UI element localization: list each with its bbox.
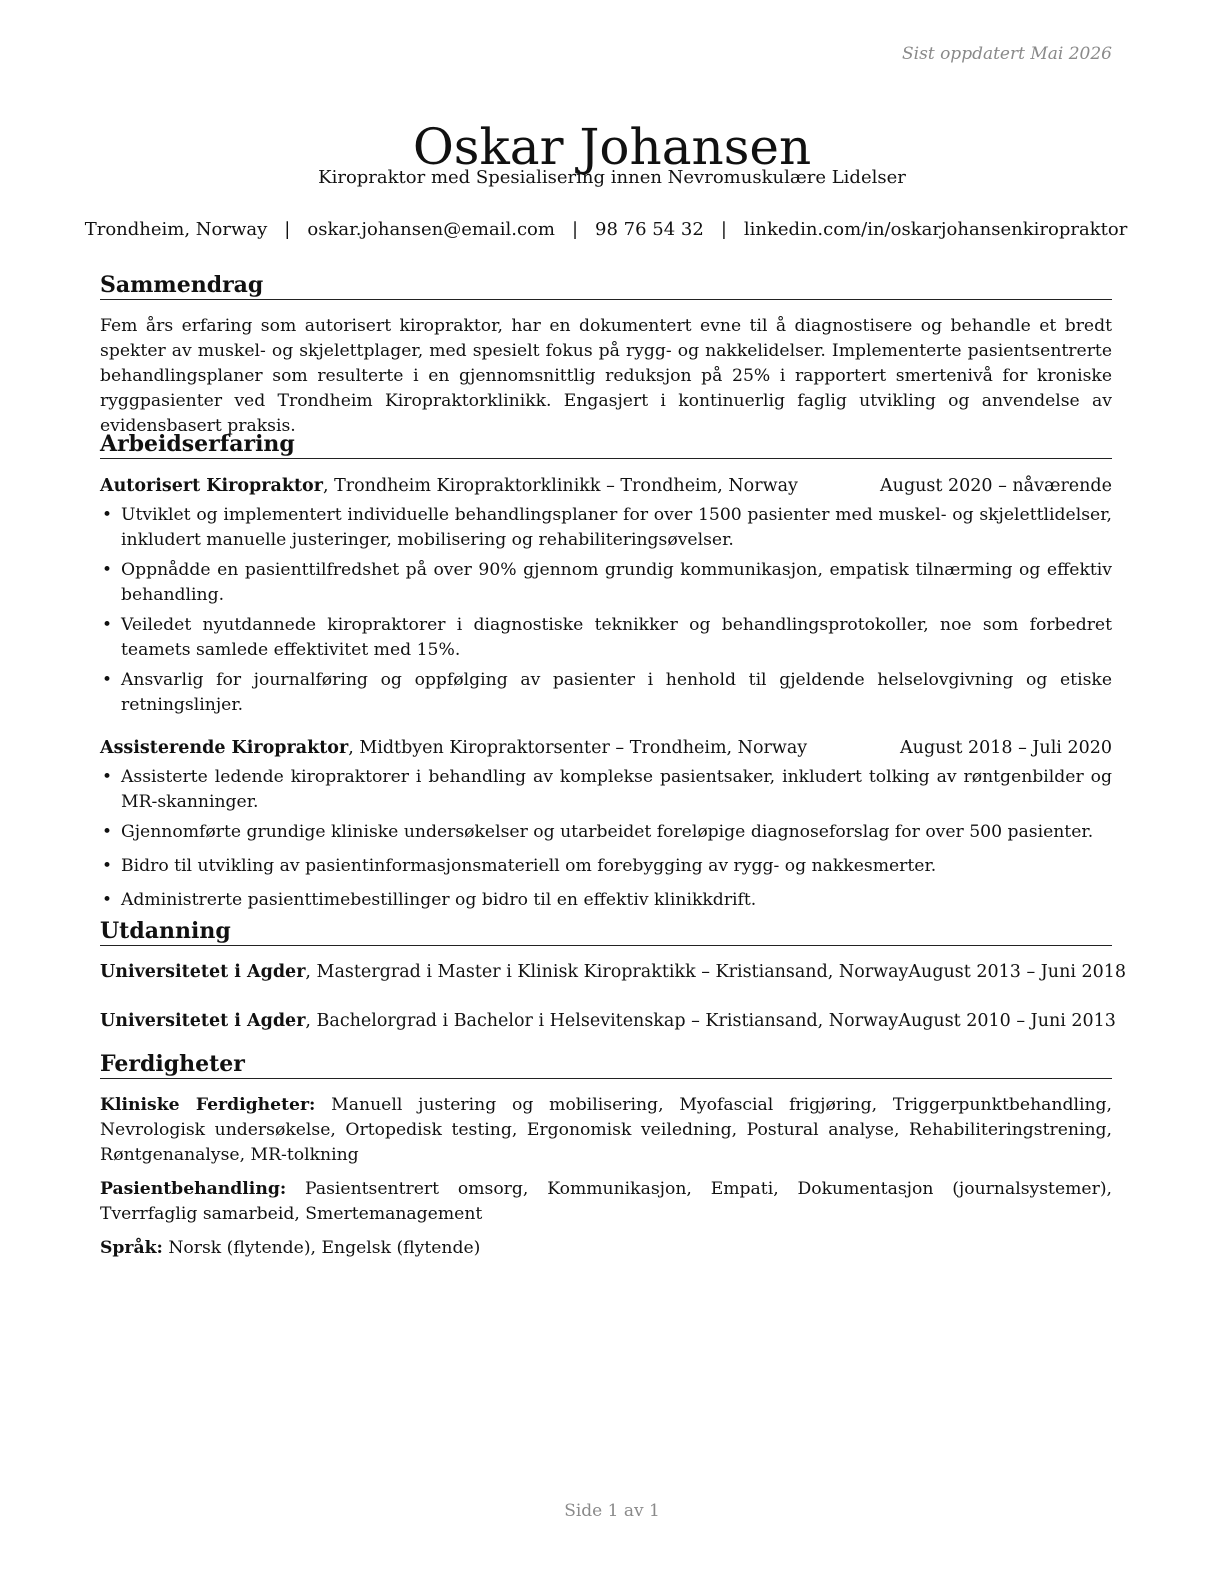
education-school: Universitetet i Agder — [100, 962, 306, 982]
education-entry — [100, 960, 1127, 985]
job-organization: , Midtbyen Kiropraktorsenter – Trondheim, Norway — [348, 738, 808, 758]
job-bullets — [100, 765, 1112, 913]
skill-label: Språk: — [100, 1238, 163, 1258]
contact-separator: | — [720, 219, 727, 240]
summary-text: Fem års erfaring som autorisert kiropraktor, har en dokumentert evne til å diagnostisere og behandle et bredt spekter av muskel- og skjelettplager, med spesielt fokus på rygg- og nakkelidelser. Implementerte pasientsentrerte behandlingsplaner som resulterte i en gjennomsnittlig reduksjon på 25% i rapportert smertenivå for kroniske ryggpasienter ved Trondheim Kiropraktorklinikk. Engasjert i kontinuerlig faglig utvikling og anvendelse av evidensbasert praksis. — [100, 316, 1112, 436]
job-role: Autorisert Kiropraktor — [100, 476, 323, 496]
bullet-item: • Assisterte ledende kiropraktorer i behandling av komplekse pasientsaker, inkludert tolking av røntgenbilder og MR-skanninger. — [100, 765, 1112, 815]
skill-group — [100, 1177, 1112, 1227]
summary-section — [100, 271, 1112, 439]
experience-heading: Arbeidserfaring — [100, 430, 1112, 459]
candidate-name: Oskar Johansen — [412, 117, 812, 176]
contact-separator: | — [571, 219, 579, 240]
skill-group — [100, 1093, 1112, 1168]
job-entry — [100, 736, 1112, 913]
job-organization: , Trondheim Kiropraktorklinikk – Trondheim, Norway — [322, 476, 798, 496]
job-dates: August 2018 – Juli 2020 — [900, 738, 1112, 758]
skill-list: Manuell justering og mobilisering, Myofascial frigjøring, Triggerpunktbehandling, Nevrologisk undersøkelse, Ortopedisk testing, Ergonomisk veiledning, Postural analyse, Rehabiliteringstrening, Røntgenanalyse, MR-tolkning — [100, 1095, 1112, 1165]
job-role: Assisterende Kiropraktor — [100, 738, 349, 758]
education-school: Universitetet i Agder — [100, 1011, 306, 1031]
bullet-item: • Administrerte pasienttimebestillinger og bidro til en effektiv klinikkdrift. — [100, 888, 1112, 913]
bullet-item: • Bidro til utvikling av pasientinformasjonsmateriell om forebygging av rygg- og nakkesmerter. — [100, 854, 1112, 879]
job-entry — [100, 474, 1112, 718]
bullet-item: • Oppnådde en pasienttilfredshet på over 90% gjennom grundig kommunikasjon, empatisk tilnærming og effektiv behandling. — [100, 558, 1112, 608]
skill-label: Pasientbehandling: — [100, 1179, 287, 1199]
job-header — [100, 474, 1112, 499]
education-title-line — [100, 1009, 898, 1034]
skill-group — [100, 1236, 1112, 1261]
job-title-line — [100, 736, 807, 761]
job-bullets — [100, 503, 1112, 718]
last-updated-note: Sist oppdatert Mai 2026 — [902, 44, 1112, 64]
contact-location: Trondheim, Norway — [84, 219, 268, 240]
education-section — [100, 917, 1127, 1034]
job-title-line — [100, 474, 798, 499]
skill-list: Pasientsentrert omsorg, Kommunikasjon, Empati, Dokumentasjon (journalsystemer), Tverrfaglig samarbeid, Smertemanagement — [100, 1179, 1112, 1224]
education-dates: August 2013 – Juni 2018 — [908, 962, 1127, 982]
job-dates: August 2020 – nåværende — [880, 476, 1112, 496]
skills-heading: Ferdigheter — [100, 1050, 1112, 1079]
skill-label: Kliniske Ferdigheter: — [100, 1095, 316, 1115]
summary-heading: Sammendrag — [100, 271, 1112, 300]
contact-linkedin[interactable]: linkedin.com/in/oskarjohansenkiropraktor — [743, 219, 1128, 240]
education-dates: August 2010 – Juni 2013 — [898, 1011, 1116, 1031]
education-title-line — [100, 960, 908, 985]
experience-section — [100, 430, 1112, 918]
education-entry — [100, 1009, 1116, 1034]
education-detail: , Mastergrad i Master i Klinisk Kiropraktikk – Kristiansand, Norway — [305, 962, 909, 982]
bullet-item: • Ansvarlig for journalføring og oppfølging av pasienter i henhold til gjeldende helselovgivning og etiske retningslinjer. — [100, 668, 1112, 718]
bullet-item: • Veiledet nyutdannede kiropraktorer i diagnostiske teknikker og behandlingsprotokoller, noe som forbedret teamets samlede effektivitet med 15%. — [100, 613, 1112, 663]
education-detail: , Bachelorgrad i Bachelor i Helsevitenskap – Kristiansand, Norway — [305, 1011, 899, 1031]
professional-title: Kiropraktor med Spesialisering innen Nevromuskulære Lidelser — [318, 167, 906, 188]
education-heading: Utdanning — [100, 917, 1112, 946]
contact-line — [84, 219, 1128, 240]
contact-phone: 98 76 54 32 — [595, 219, 704, 240]
contact-separator: | — [284, 219, 291, 240]
bullet-item: • Gjennomførte grundige kliniske undersøkelser og utarbeidet foreløpige diagnoseforslag for over 500 pasienter. — [100, 820, 1112, 845]
job-header — [100, 736, 1112, 761]
page-number: Side 1 av 1 — [564, 1501, 660, 1521]
skills-section — [100, 1050, 1112, 1270]
contact-email[interactable]: oskar.johansen@email.com — [307, 219, 555, 240]
bullet-item: • Utviklet og implementert individuelle behandlingsplaner for over 1500 pasienter med muskel- og skjelettlidelser, inkludert manuelle justeringer, mobilisering og rehabiliteringsøvelser. — [100, 503, 1112, 553]
skill-list: Norsk (flytende), Engelsk (flytende) — [162, 1238, 481, 1258]
